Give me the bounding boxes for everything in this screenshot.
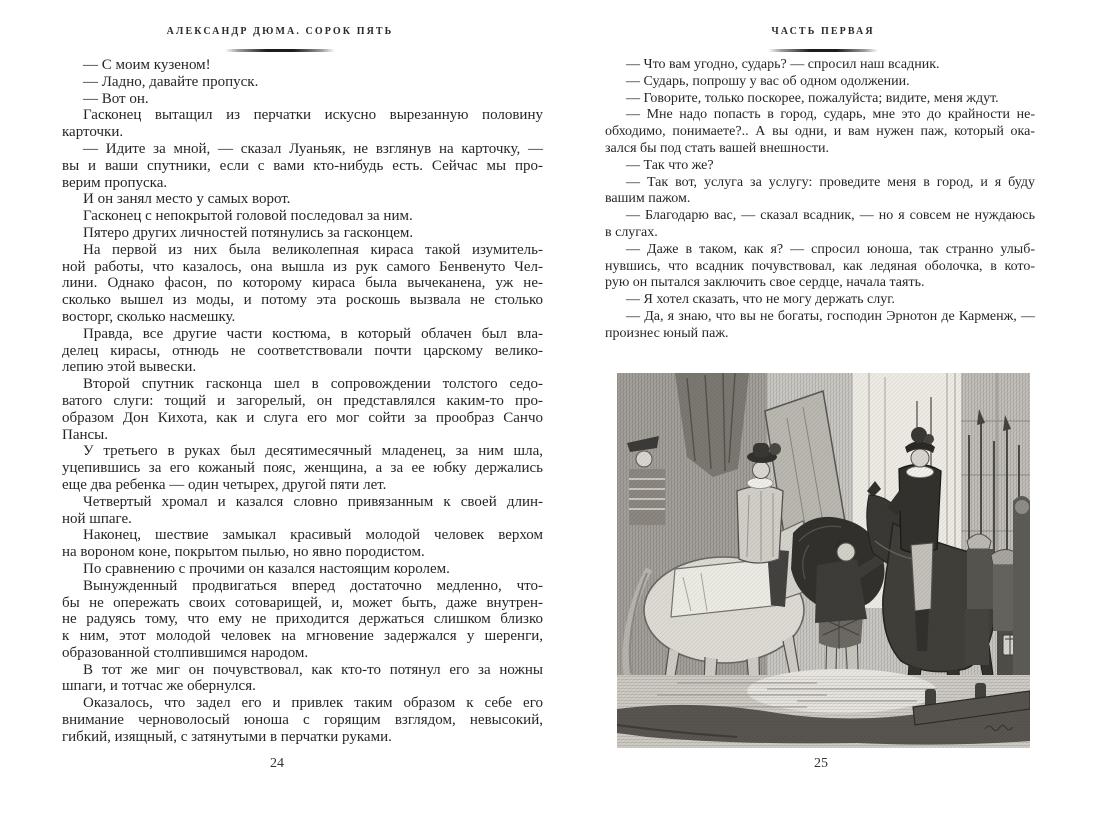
text-line: ной шпаге. xyxy=(62,510,132,527)
text-line: Пятеро других личностей потянулись за гасконцем. xyxy=(83,224,414,241)
text-line: Гасконец вытащил из перчатки искусно вырезанную половину xyxy=(83,107,543,124)
text-line: гибкий, изящный, с затянутыми в перчатки руками. xyxy=(62,728,392,745)
text-line: бы не опережать своих сотоварищей, и, может быть, даже внутрен- xyxy=(62,594,543,611)
text-line: лини. Однако фасон, по которому кираса была вычеканена, уж не- xyxy=(62,275,543,292)
text-line: ватого слуги: тощий и загорелый, он представлялся каким-то про- xyxy=(62,392,543,409)
text-line: нувшись, что всадник почувствовал, как ледяная оболочка, в кото- xyxy=(605,258,1035,274)
text-line: внимание черноволосый юноша с горящим взглядом, невысокий, xyxy=(62,712,543,729)
right-page-text xyxy=(605,57,1035,343)
text-line: верим пропуска. xyxy=(62,174,168,191)
right-running-head: ЧАСТЬ ПЕРВАЯ xyxy=(771,26,875,37)
left-page-number: 24 xyxy=(270,756,284,771)
right-page-number: 25 xyxy=(814,756,828,771)
text-line: Четвертый хромал и казался словно привязанным к своей длин- xyxy=(83,493,543,510)
text-line: зался бы под стать вашей внешности. xyxy=(605,140,829,156)
text-line: Вынужденный продвигаться вперед достаточно медленно, что- xyxy=(83,577,543,594)
left-header-rule xyxy=(225,49,335,52)
text-line: — Даже в таком, как я? — спросил юноша, так странно улыб- xyxy=(626,241,1035,257)
text-line: рую он пытался заключить свое сердце, начала таять. xyxy=(605,275,925,291)
text-line: лепию этой вывески. xyxy=(62,359,197,376)
text-line: восторг, сколько насмешку. xyxy=(62,308,236,325)
text-line: произнес юный паж. xyxy=(605,325,729,341)
text-line: — С моим кузеном! xyxy=(83,57,211,73)
text-line: Оказалось, что задел его и привлек таким образом к себе его xyxy=(83,695,543,712)
text-line: — Говорите, только поскорее, пожалуйста; видите, меня ждут. xyxy=(626,90,999,106)
text-line: — Я хотел сказать, что не могу держать слуг. xyxy=(626,292,895,308)
text-line: вашим пажом. xyxy=(605,191,691,207)
text-line: Гасконец с непокрытой головой последовал за ним. xyxy=(83,208,413,225)
text-line: образованной столпившимся народом. xyxy=(62,644,309,661)
text-line: На первой из них была великолепная кираса такой изумитель- xyxy=(83,241,543,258)
illustration-engraving xyxy=(617,373,1030,748)
text-line: шпаги, и тотчас же обернулся. xyxy=(62,678,256,695)
left-page-text xyxy=(62,57,543,746)
text-line: в слугах. xyxy=(605,224,658,240)
text-line: образом Дон Кихота, как и слуга его мог сойти за прообраз Санчо xyxy=(62,409,543,426)
text-line: обходимо, понимаете?.. А вы одни, и вам нужен паж, который ока- xyxy=(605,124,1035,140)
text-line: карточки. xyxy=(62,124,124,141)
text-line: сколько вышел из моды, и потому эта роскошь вызвала не столько xyxy=(62,292,543,309)
right-header-rule xyxy=(768,49,878,52)
text-line: — Что вам угодно, сударь? — спросил наш всадник. xyxy=(626,57,940,72)
text-line: — Идите за мной, — сказал Луаньяк, не взглянув на карточку, — xyxy=(83,140,543,157)
text-line: на вороном коне, покрытом пылью, но явно породистом. xyxy=(62,544,425,561)
text-line: Наконец, шествие замыкал красивый молодой человек верхом xyxy=(83,527,543,544)
text-line: Второй спутник гасконца шел в сопровождении толстого седо- xyxy=(83,376,543,393)
text-line: делец кирасы, отнюдь не соответствовали почти царскому велико- xyxy=(62,342,543,359)
text-line: — Сударь, попрошу у вас об одном одолжении. xyxy=(626,73,910,89)
text-line: И он занял место у самых ворот. xyxy=(83,191,291,208)
text-line: к ним, этот молодой человек на мгновение задержался у шеренги, xyxy=(62,628,543,645)
text-line: Пансы. xyxy=(62,426,109,443)
text-line: вы и ваши спутники, если с вами кто-нибудь есть. Сейчас мы про- xyxy=(62,157,543,174)
text-line: еще два ребенка — один четырех, другой пяти лет. xyxy=(62,476,387,493)
text-line: У третьего в руках был десятимесячный младенец, за ним шла, xyxy=(83,443,543,460)
text-line: — Так что же? xyxy=(626,157,714,173)
left-running-head: АЛЕКСАНДР ДЮМА. СОРОК ПЯТЬ xyxy=(166,26,394,37)
text-line: — Да, я знаю, что вы не богаты, господин Эрнотон де Карменж, — xyxy=(626,308,1035,324)
text-line: не радуясь тому, что ему не приходится держаться слишком близко xyxy=(62,611,543,628)
text-line: — Вот он. xyxy=(83,90,149,107)
text-line: — Так вот, услуга за услугу: проведите меня в город, и я буду xyxy=(626,174,1035,190)
text-line: уцепившись за его кожаный пояс, женщина, а за ее юбку держались xyxy=(62,460,543,477)
text-line: ной работы, что казалось, она вышла из рук самого Бенвенуто Чел- xyxy=(62,258,543,275)
text-line: Правда, все другие части костюма, в который облачен был вла- xyxy=(83,325,543,342)
text-line: — Мне надо попасть в город, сударь, мне это до крайности не- xyxy=(626,107,1035,123)
text-line: — Ладно, давайте пропуск. xyxy=(83,73,259,90)
text-line: — Благодарю вас, — сказал всадник, — но я совсем не нуждаюсь xyxy=(626,208,1035,224)
text-line: В тот же миг он почувствовал, как кто-то потянул его за ножны xyxy=(83,661,543,678)
text-line: По сравнению с прочими он казался настоящим королем. xyxy=(83,560,450,577)
